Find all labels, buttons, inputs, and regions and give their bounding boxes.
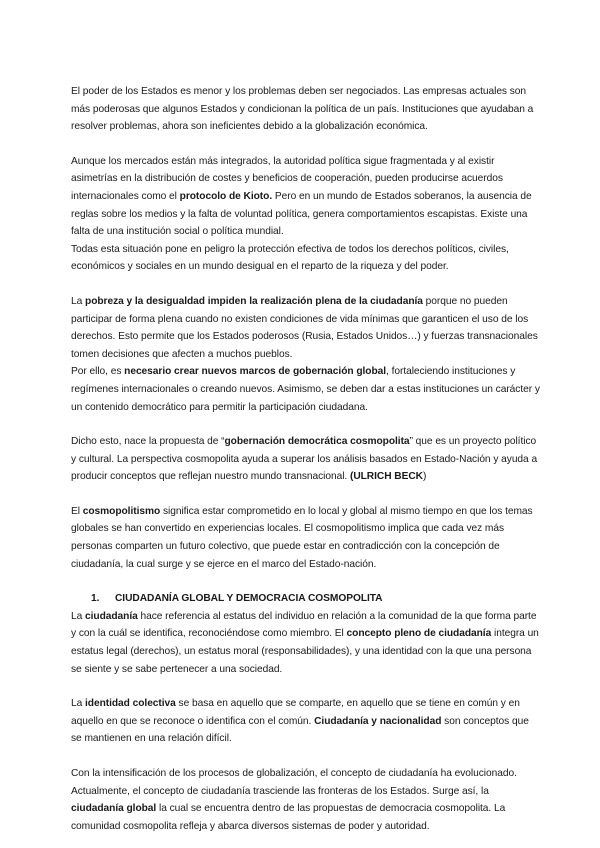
paragraph-8: La ciudadanía hace referencia al estatus del individuo en relación a la comunidad de la que forma parte y con la cuál se identifica, reconociéndose como miembro. El concepto pleno de ciudadanía integra un estatus legal (derechos), un estatus moral (responsabilidades), y una identidad con la que una persona se siente y se sabe pertenecer a una sociedad. xyxy=(71,610,539,675)
bold-term: identidad colectiva xyxy=(85,698,176,710)
bold-term: necesario crear nuevos marcos de gobernación global xyxy=(124,366,387,378)
section-number: 1. xyxy=(91,593,100,605)
bold-term: ciudadanía global xyxy=(71,803,157,815)
paragraph-3: Todas esta situación pone en peligro la protección efectiva de todos los derechos políticos, civiles, económicos y sociales en un mundo desigual en el reparto de la riqueza y del poder. xyxy=(71,243,509,273)
paragraph-5: Por ello, es necesario crear nuevos marcos de gobernación global, fortaleciendo instituciones y regímenes internacionales o creando nuevos. Asimismo, se deben dar a estas instituciones un carácter y un contenido democrático para permitir la participación ciudadana. xyxy=(71,366,540,413)
bold-term: pobreza y la desigualdad impiden la realización plena de la ciudadanía xyxy=(85,295,423,307)
paragraph-6: Dicho esto, nace la propuesta de “gobernación democrática cosmopolita” que es un proyecto político y cultural. La perspectiva cosmopolita ayuda a superar los análisis basados en Estado-Nación y ayuda a producir conceptos que reflejan nuestro mundo transnacional. (ULRICH BECK) xyxy=(71,436,538,483)
section-title: CIUDADANÍA GLOBAL Y DEMOCRACIA COSMOPOLITA xyxy=(115,593,383,605)
bold-term: Ciudadanía y nacionalidad xyxy=(314,715,442,727)
paragraph-9: La identidad colectiva se basa en aquello que se comparte, en aquello que se tiene en común y en aquello en que se reconoce o identifica con el común. Ciudadanía y nacionalidad son conceptos que se mantienen en una relación difícil. xyxy=(71,698,529,745)
author-citation: (ULRICH BECK xyxy=(349,471,423,483)
bold-term: concepto pleno de ciudadanía xyxy=(346,628,492,640)
bold-term: gobernación democrática cosmopolita xyxy=(224,436,410,448)
paragraph-1: El poder de los Estados es menor y los problemas deben ser negociados. Las empresas actuales son más poderosas que algunos Estados y condicionan la política de un país. Instituciones que ayudaban a resolver problemas, ahora son ineficientes debido a la globalización económica. xyxy=(71,86,534,133)
bold-term: cosmopolitismo xyxy=(82,505,161,517)
paragraph-10: Con la intensificación de los procesos de globalización, el concepto de ciudadanía ha evolucionado. Actualmente, el concepto de ciudadanía trasciende las fronteras de los Estados. Surge así, la ciudadanía global la cual se encuentra dentro de las propuestas de democracia cosmopolita. La comunidad cosmopolita refleja y abarca diversos sistemas de poder y autoridad. xyxy=(71,768,517,832)
paragraph-2: Aunque los mercados están más integrados, la autoridad política sigue fragmentada y al existir asimetrías en la distribución de costes y beneficios de cooperación, pueden producirse acuerdos internacionales como el protocolo de Kioto. Pero en un mundo de Estados soberanos, la ausencia de reglas sobre los medios y la falta de voluntad política, genera comportamientos escapistas. Existe una falta de una institución social o política mundial. xyxy=(71,155,532,238)
paragraph-7: El cosmopolitismo significa estar comprometido en lo local y global al mismo tiempo en que los temas globales se han convertido en experiencias locales. El cosmopolitismo implica que cada vez más personas comparten un futuro colectivo, que puede estar en contradicción con la concepción de ciudadanía, la cual surge y se ejerce en el marco del Estado-nación. xyxy=(71,505,533,570)
bold-term: protocolo de Kioto. xyxy=(179,190,273,202)
bold-term: ciudadanía xyxy=(85,610,138,622)
section-heading xyxy=(71,590,540,608)
paragraph-4: La pobreza y la desigualdad impiden la realización plena de la ciudadanía porque no pueden participar de forma plena cuando no existen condiciones de vida mínimas que garanticen el uso de los derechos. Esto permite que los Estados poderosos (Rusia, Estados Unidos…) y fuerzas transnacionales tomen decisiones que afecten a muchos pueblos. xyxy=(71,295,538,360)
